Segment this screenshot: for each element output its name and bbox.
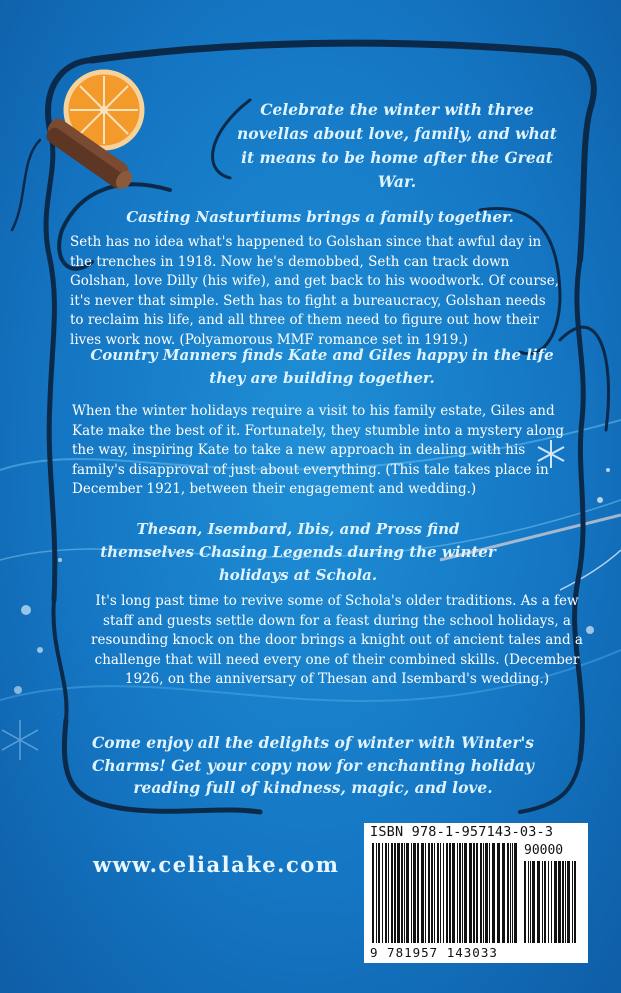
barcode-bar	[413, 843, 416, 943]
barcode-bar	[372, 843, 374, 943]
barcode-bar	[524, 861, 526, 943]
barcode-bar	[562, 861, 564, 943]
novella-3-blurb: It's long past time to revive some of Schola's older traditions. As a few staff and guests settle down for a feast during the school holidays, a resounding knock on the door brings a knight out of ancient tales and a challenge that will need every one of their combined skills. (December 1926, on the anniversary of Thesan and Isembard's wedding.)	[91, 593, 583, 688]
barcode-bar	[457, 843, 458, 943]
barcode-bar	[512, 843, 513, 943]
barcode-bar	[565, 861, 566, 943]
barcode-bar	[406, 843, 409, 943]
barcode-bar	[443, 843, 444, 943]
barcode-bar	[514, 843, 517, 943]
isbn-number: ISBN 978-1-957143-03-3	[370, 824, 554, 840]
barcode-bar	[532, 861, 535, 943]
barcode-bar	[431, 843, 433, 943]
barcode-bar	[507, 843, 509, 943]
barcode-bar	[411, 843, 412, 943]
barcode-bar	[572, 861, 573, 943]
barcode-digits: 9 781957 143033	[370, 945, 498, 960]
addon-barcode-bars	[524, 861, 580, 943]
barcode-bar	[417, 843, 419, 943]
barcode-bar	[452, 843, 455, 943]
barcode-bar	[542, 861, 543, 943]
barcode-bar	[401, 843, 403, 943]
barcode-bar	[473, 843, 475, 943]
barcode-bar	[397, 843, 400, 943]
novella-3-heading: Thesan, Isembard, Ibis, and Pross find themselves Chasing Legends during the winter holidays at Schola.	[100, 520, 496, 584]
barcode-bar	[394, 843, 396, 943]
barcode-bar	[485, 843, 488, 943]
barcode-bar	[382, 843, 383, 943]
barcode-bar	[554, 861, 557, 943]
barcode-bar	[497, 843, 500, 943]
novella-1-blurb: Seth has no idea what's happened to Golshan since that awful day in the trenches in 1918. Now he's demobbed, Seth can track down Golshan, love Dilly (his wife), and get back to his woodwork. Of course, it's never that simple. Seth has to fight a bureaucracy, Golshan needs to reclaim his life, and all three of them need to figure out how their lives work now. (Polyamorous MMF romance set in 1919.)	[70, 234, 560, 348]
barcode-bar	[510, 843, 511, 943]
barcode-bar	[492, 843, 495, 943]
barcode-bar	[459, 843, 461, 943]
barcode-bar	[376, 843, 377, 943]
barcode-bar	[428, 843, 430, 943]
barcode-bar	[437, 843, 439, 943]
ean-barcode-bars	[372, 843, 520, 943]
barcode-bar	[446, 843, 448, 943]
barcode-bar	[574, 861, 576, 943]
barcode-bar	[567, 861, 570, 943]
barcode-bar	[469, 843, 472, 943]
barcode-bar	[489, 843, 490, 943]
barcode-bar	[421, 843, 424, 943]
novella-1-heading: Casting Nasturtiums brings a family together.	[126, 208, 514, 226]
barcode-bar	[558, 861, 561, 943]
barcode-bar	[425, 843, 426, 943]
barcode-bar	[449, 843, 451, 943]
barcode-bar	[440, 843, 441, 943]
tagline: Celebrate the winter with three novellas about love, family, and what it means to be home after the Great War.	[237, 100, 557, 191]
price-code: 90000	[524, 843, 564, 858]
barcode-bar	[537, 861, 540, 943]
isbn-barcode	[364, 823, 588, 963]
barcode-bar	[548, 861, 549, 943]
barcode-bar	[528, 861, 529, 943]
barcode-bar	[551, 861, 552, 943]
website-link[interactable]: www.celialake.com	[93, 852, 340, 877]
barcode-bar	[464, 843, 467, 943]
barcode-bar	[385, 843, 387, 943]
barcode-bar	[502, 843, 505, 943]
barcode-bar	[483, 843, 484, 943]
barcode-bar	[530, 861, 531, 943]
novella-2-heading: Country Manners finds Kate and Giles happy in the life they are building together.	[90, 346, 554, 387]
barcode-bar	[480, 843, 482, 943]
barcode-bar	[434, 843, 435, 943]
barcode-bar	[391, 843, 393, 943]
novella-2-blurb: When the winter holidays require a visit to his family estate, Giles and Kate make the best of it. Fortunately, they stumble into a mystery along the way, inspiring Kate to take a new approach in dealing with his family's disapproval of just about everything. (This tale takes place in December 1921, between their engagement and wedding.)	[72, 403, 565, 498]
closing-pitch: Come enjoy all the delights of winter with Winter's Charms! Get your copy now for enchanting holiday reading full of kindness, magic, and love.	[91, 733, 535, 797]
barcode-bar	[388, 843, 389, 943]
barcode-bar	[544, 861, 546, 943]
barcode-bar	[462, 843, 463, 943]
barcode-bar	[378, 843, 380, 943]
barcode-bar	[404, 843, 405, 943]
barcode-bar	[476, 843, 478, 943]
